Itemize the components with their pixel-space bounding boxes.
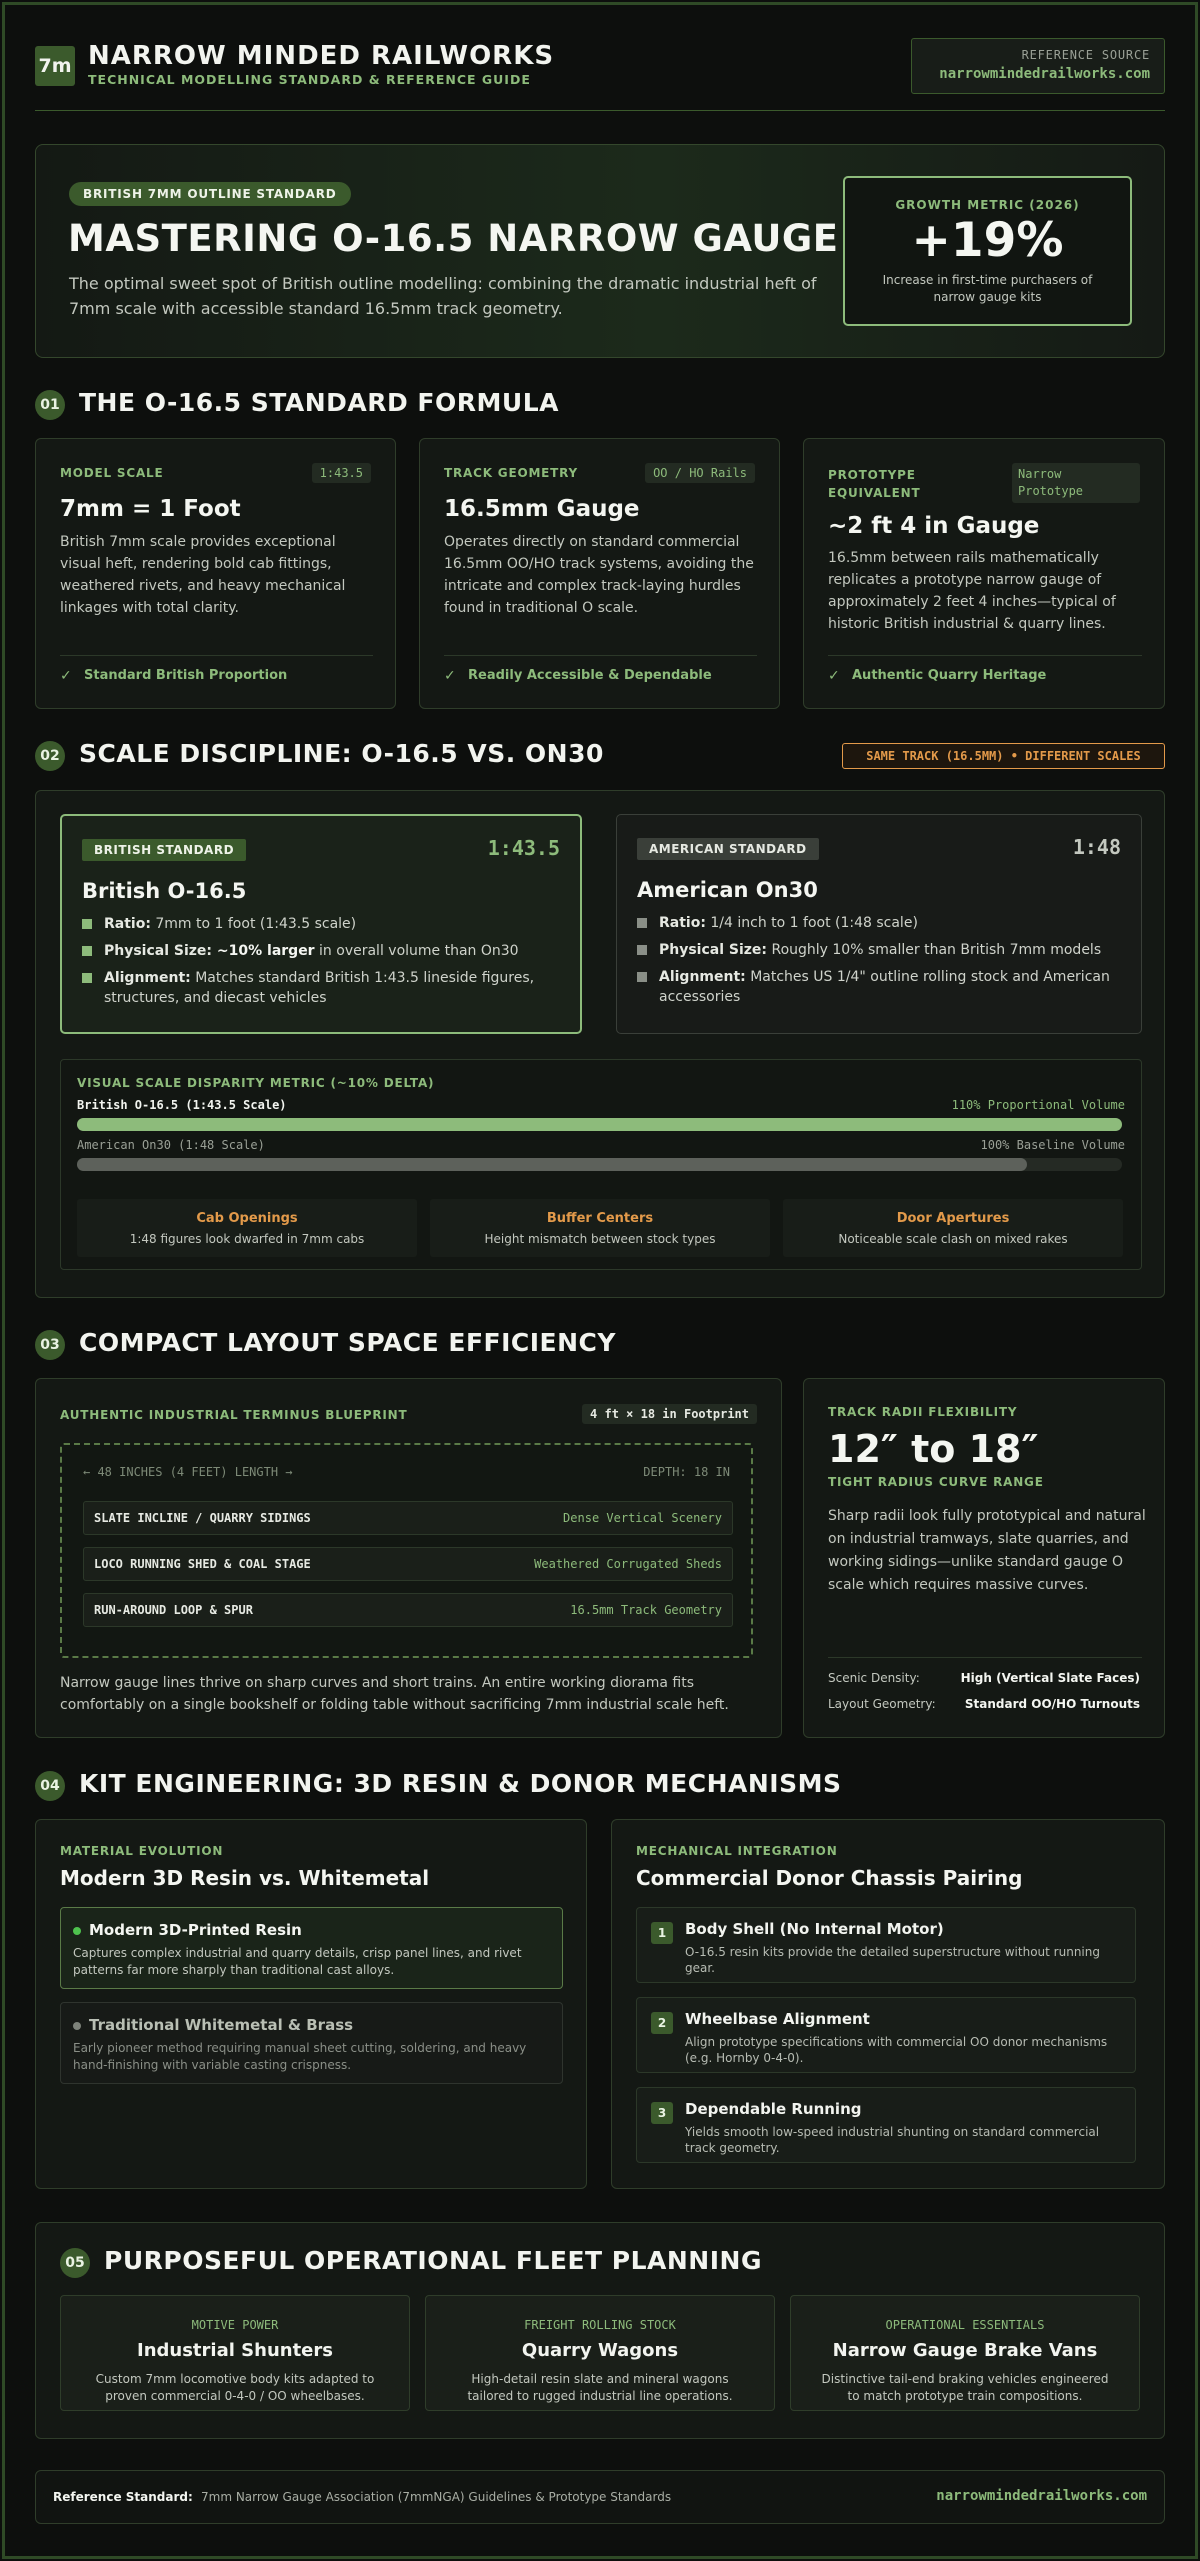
- chassis-step-3: [636, 2087, 1136, 2163]
- card-heading: 7mm = 1 Foot: [60, 496, 241, 522]
- american-heading: American On30: [637, 878, 818, 902]
- footer-url[interactable]: narrowmindedrailworks.com: [936, 2488, 1147, 2504]
- donor-chassis-card: [611, 1819, 1165, 2189]
- check-icon: ✓: [444, 668, 456, 684]
- option-title: Traditional Whitemetal & Brass: [89, 2016, 354, 2034]
- footprint-tag: 4 ft × 18 in Footprint: [582, 1404, 757, 1424]
- header: [35, 38, 1165, 112]
- radii-value: 12″ to 18″: [828, 1427, 1039, 1471]
- bullet-item: Physical Size: Roughly 10% smaller than British 7mm models: [637, 940, 1121, 960]
- bar2-track: [77, 1158, 1122, 1171]
- section-04-title: KIT ENGINEERING: 3D RESIN & DONOR MECHANISMS: [79, 1769, 842, 1798]
- mechanical-eyebrow: MECHANICAL INTEGRATION: [636, 1844, 838, 1858]
- metric-title: VISUAL SCALE DISPARITY METRIC (~10% DELTA): [77, 1076, 435, 1090]
- logo-mark: 7m: [35, 46, 75, 86]
- hero-title: MASTERING O-16.5 NARROW GAUGE: [68, 217, 839, 260]
- chassis-step-2: [636, 1997, 1136, 2073]
- card-tag: Narrow Prototype: [1012, 463, 1140, 503]
- spec-value: High (Vertical Slate Faces): [960, 1671, 1140, 1685]
- radii-sub: TIGHT RADIUS CURVE RANGE: [828, 1475, 1044, 1489]
- brand-name: NARROW MINDED RAILWORKS: [88, 41, 555, 71]
- fleet-eyebrow: OPERATIONAL ESSENTIALS: [885, 2318, 1045, 2332]
- card-heading: 16.5mm Gauge: [444, 496, 640, 522]
- footer: [35, 2470, 1165, 2524]
- scale-disparity-metric: [60, 1059, 1142, 1270]
- bullet-item: Physical Size: ~10% larger in overall volume than On30: [82, 941, 562, 961]
- step-number: 1: [651, 1922, 673, 1944]
- section-05-title: PURPOSEFUL OPERATIONAL FLEET PLANNING: [104, 2246, 762, 2275]
- fleet-brake-vans: [790, 2295, 1140, 2411]
- bullet-square-icon: [82, 946, 92, 956]
- bar1-fill: [77, 1118, 1122, 1131]
- footer-text: 7mm Narrow Gauge Association (7mmNGA) Guidelines & Prototype Standards: [201, 2490, 672, 2504]
- bar1-track: [77, 1118, 1122, 1131]
- bullet-item: Alignment: Matches US 1/4" outline rolling stock and American accessories: [637, 967, 1121, 1007]
- card-heading: ~2 ft 4 in Gauge: [828, 513, 1040, 539]
- bar1-label: British O-16.5 (1:43.5 Scale): [77, 1098, 287, 1112]
- step-desc: O-16.5 resin kits provide the detailed superstructure without running gear.: [685, 1945, 1100, 1975]
- step-title: Dependable Running: [685, 2100, 862, 2118]
- track-radii-card: [803, 1378, 1165, 1738]
- issue-title: Door Apertures: [896, 1211, 1010, 1226]
- fleet-eyebrow: MOTIVE POWER: [191, 2318, 279, 2332]
- card-eyebrow: PROTOTYPE EQUIVALENT: [828, 468, 921, 500]
- blueprint-zone-loco-shed: LOCO RUNNING SHED & COAL STAGE Weathered Corrugated Sheds: [83, 1547, 733, 1581]
- blueprint-caption: Narrow gauge lines thrive on sharp curves and short trains. An entire working diorama fits comfortably on a single bookshelf or folding table without sacrificing 7mm industrial scale heft.: [60, 1675, 729, 1713]
- british-bullets: [82, 914, 562, 1015]
- bullet-item: Ratio: 1/4 inch to 1 foot (1:48 scale): [637, 913, 1121, 933]
- step-desc: Align prototype specifications with commercial OO donor mechanisms (e.g. Hornby 0-4-0).: [685, 2035, 1108, 2065]
- bar2-label: American On30 (1:48 Scale): [77, 1138, 265, 1152]
- brand-tagline: TECHNICAL MODELLING STANDARD & REFERENCE GUIDE: [88, 72, 531, 87]
- formula-card-prototype-equivalent: [803, 438, 1165, 709]
- same-track-callout: SAME TRACK (16.5MM) • DIFFERENT SCALES: [842, 743, 1165, 769]
- fleet-quarry-wagons: [425, 2295, 775, 2411]
- check-icon: ✓: [828, 668, 840, 684]
- header-divider: [35, 110, 1165, 111]
- option-desc: Captures complex industrial and quarry details, crisp panel lines, and rivet patterns far more sharply than traditional cast alloys.: [73, 1946, 522, 1977]
- fleet-desc: Custom 7mm locomotive body kits adapted to proven commercial 0-4-0 / OO wheelbases.: [95, 2372, 375, 2403]
- card-divider: [444, 655, 757, 656]
- british-standard-panel: [60, 814, 582, 1034]
- bullet-item: Alignment: Matches standard British 1:43.5 lineside figures, structures, and diecast vehicles: [82, 968, 562, 1008]
- fleet-title: Industrial Shunters: [137, 2340, 333, 2361]
- bar1-value: 110% Proportional Volume: [951, 1098, 1125, 1112]
- bullet-item: Ratio: 7mm to 1 foot (1:43.5 scale): [82, 914, 562, 934]
- blueprint-zone-quarry-sidings: SLATE INCLINE / QUARRY SIDINGS Dense Vertical Scenery: [83, 1501, 733, 1535]
- material-eyebrow: MATERIAL EVOLUTION: [60, 1844, 224, 1858]
- fleet-title: Quarry Wagons: [521, 2340, 679, 2361]
- hero-card: [35, 144, 1165, 358]
- fleet-industrial-shunters: [60, 2295, 410, 2411]
- option-title: Modern 3D-Printed Resin: [89, 1921, 302, 1939]
- step-number: 2: [651, 2012, 673, 2034]
- card-body: 16.5mm between rails mathematically replicates a prototype narrow gauge of approximately 2 feet 4 inches—typical of historic British industrial & quarry lines.: [828, 550, 1116, 632]
- growth-metric-desc: Increase in first-time purchasers of narrow gauge kits: [882, 273, 1093, 304]
- blueprint-zone-run-around-loop: RUN-AROUND LOOP & SPUR 16.5mm Track Geometry: [83, 1593, 733, 1627]
- card-foot: Readily Accessible & Dependable: [468, 668, 712, 683]
- spec-value: Standard OO/HO Turnouts: [964, 1697, 1140, 1711]
- step-number: 3: [651, 2102, 673, 2124]
- issue-desc: Height mismatch between stock types: [484, 1232, 716, 1246]
- reference-source-box[interactable]: [911, 38, 1165, 94]
- card-foot: Standard British Proportion: [84, 668, 288, 683]
- bar2-fill: [77, 1158, 1027, 1171]
- fleet-title: Narrow Gauge Brake Vans: [832, 2340, 1098, 2361]
- card-body: British 7mm scale provides exceptional visual heft, rendering bold cab fittings, weathered rivets, and heavy mechanical linkages with total clarity.: [60, 534, 346, 616]
- section-05-number: 05: [60, 2248, 90, 2278]
- card-eyebrow: MODEL SCALE: [60, 466, 164, 480]
- scale-issue-buffer-centers: [430, 1199, 770, 1257]
- issue-title: Cab Openings: [196, 1211, 298, 1226]
- british-standard-badge: BRITISH STANDARD: [82, 839, 246, 861]
- blueprint-label: AUTHENTIC INDUSTRIAL TERMINUS BLUEPRINT: [60, 1408, 408, 1422]
- formula-card-track-geometry: [419, 438, 780, 709]
- radii-eyebrow: TRACK RADII FLEXIBILITY: [828, 1405, 1018, 1419]
- section-03-number: 03: [35, 1330, 65, 1360]
- section-03-title: COMPACT LAYOUT SPACE EFFICIENCY: [79, 1328, 617, 1357]
- fleet-eyebrow: FREIGHT ROLLING STOCK: [524, 2318, 676, 2332]
- option-desc: Early pioneer method requiring manual sheet cutting, soldering, and heavy hand-finishing with variable casting crispness.: [73, 2041, 527, 2072]
- active-dot-icon: [73, 1927, 81, 1935]
- card-divider: [828, 655, 1142, 656]
- material-evolution-card: [35, 1819, 587, 2189]
- section-01-title: THE O-16.5 STANDARD FORMULA: [79, 388, 559, 417]
- blueprint-length: ← 48 INCHES (4 FEET) LENGTH →: [83, 1465, 293, 1479]
- scale-issue-door-apertures: [783, 1199, 1123, 1257]
- bar2-value: 100% Baseline Volume: [980, 1138, 1125, 1152]
- check-icon: ✓: [60, 668, 72, 684]
- british-ratio: 1:43.5: [487, 836, 560, 860]
- material-heading: Modern 3D Resin vs. Whitemetal: [60, 1866, 430, 1890]
- british-heading: British O-16.5: [82, 879, 247, 903]
- layout-blueprint-card: [35, 1378, 782, 1738]
- bullet-square-icon: [637, 945, 647, 955]
- chassis-step-1: [636, 1907, 1136, 1983]
- bullet-square-icon: [82, 973, 92, 983]
- growth-metric-box: [843, 176, 1132, 326]
- american-ratio: 1:48: [1072, 835, 1121, 859]
- card-tag: 1:43.5: [312, 463, 371, 483]
- formula-card-model-scale: [35, 438, 396, 709]
- bullet-square-icon: [637, 972, 647, 982]
- card-eyebrow: TRACK GEOMETRY: [444, 466, 579, 480]
- issue-desc: 1:48 figures look dwarfed in 7mm cabs: [129, 1232, 365, 1246]
- step-title: Body Shell (No Internal Motor): [685, 1920, 944, 1938]
- section-01-number: 01: [35, 390, 65, 420]
- scale-comparison-card: [35, 790, 1165, 1298]
- issue-title: Buffer Centers: [546, 1211, 654, 1226]
- option-traditional-whitemetal: [60, 2002, 563, 2084]
- card-divider: [60, 655, 373, 656]
- spec-key: Layout Geometry:: [828, 1697, 936, 1711]
- option-modern-resin: [60, 1907, 563, 1989]
- spec-key: Scenic Density:: [828, 1671, 920, 1685]
- bullet-square-icon: [637, 918, 647, 928]
- blueprint-depth: DEPTH: 18 IN: [643, 1465, 730, 1479]
- step-title: Wheelbase Alignment: [685, 2010, 870, 2028]
- fleet-desc: Distinctive tail-end braking vehicles engineered to match prototype train compositions.: [821, 2372, 1109, 2403]
- radii-divider: [828, 1657, 1142, 1658]
- card-tag: OO / HO Rails: [645, 463, 755, 483]
- card-foot: Authentic Quarry Heritage: [852, 668, 1047, 683]
- section-02-title: SCALE DISCIPLINE: O-16.5 VS. ON30: [79, 739, 604, 768]
- step-desc: Yields smooth low-speed industrial shunting on standard commercial track geometry.: [685, 2125, 1100, 2155]
- growth-metric-value: +19%: [911, 213, 1064, 268]
- scale-issue-cab-openings: [77, 1199, 417, 1257]
- reference-source-url[interactable]: narrowmindedrailworks.com: [939, 66, 1150, 82]
- growth-metric-label: GROWTH METRIC (2026): [895, 198, 1080, 212]
- inactive-dot-icon: [73, 2022, 81, 2030]
- issue-desc: Noticeable scale clash on mixed rakes: [838, 1232, 1068, 1246]
- fleet-desc: High-detail resin slate and mineral wagons tailored to rugged industrial line operations.: [467, 2372, 733, 2403]
- fleet-planning-card: [35, 2222, 1165, 2439]
- section-04-number: 04: [35, 1771, 65, 1801]
- hero-subtitle: The optimal sweet spot of British outline modelling: combining the dramatic industrial heft of 7mm scale with accessible standard 16.5mm track geometry.: [69, 274, 817, 318]
- footer-label: Reference Standard:: [53, 2490, 193, 2504]
- blueprint-frame: [60, 1443, 753, 1658]
- radii-body: Sharp radii look fully prototypical and natural on industrial tramways, slate quarries, and working sidings—unlike standard gauge O scale which requires massive curves.: [828, 1508, 1146, 1593]
- american-standard-panel: [616, 814, 1142, 1034]
- card-body: Operates directly on standard commercial 16.5mm OO/HO track systems, avoiding the intricate and complex track-laying hurdles found in traditional O scale.: [444, 534, 754, 616]
- reference-source-label: REFERENCE SOURCE: [1021, 48, 1150, 62]
- bullet-square-icon: [82, 919, 92, 929]
- american-standard-badge: AMERICAN STANDARD: [637, 838, 819, 860]
- section-02-number: 02: [35, 741, 65, 771]
- mechanical-heading: Commercial Donor Chassis Pairing: [636, 1866, 1023, 1890]
- american-bullets: [637, 913, 1121, 1014]
- hero-badge: BRITISH 7MM OUTLINE STANDARD: [69, 182, 351, 206]
